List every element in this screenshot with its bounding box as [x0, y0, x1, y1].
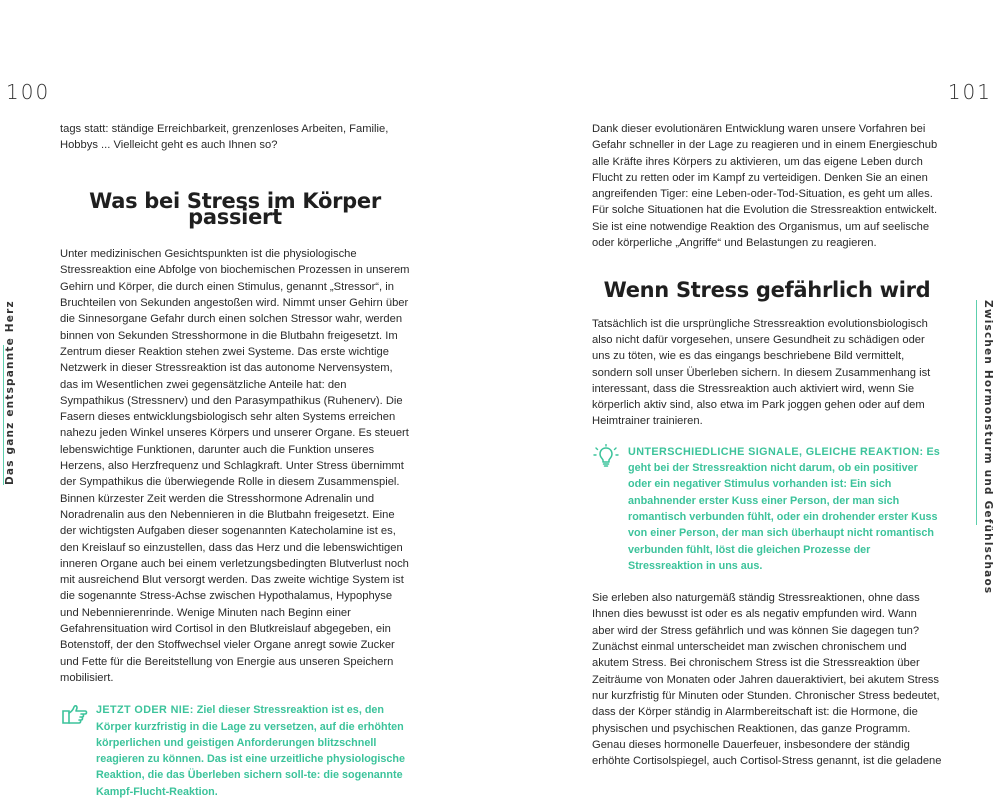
page-number-right: 101	[947, 80, 992, 104]
tip-body-right: Es geht bei der Stressreaktion nicht darum, ob ein positiver oder ein negativer Stimulus vorhanden ist: Ein sich anbahnender erster Kuss einer Person, der man sich romantisch verbunden fühlt, oder ein drohender erster Kuss von einer Person, der man sich überhaupt nicht romantisch verbunden fühlt, löst die gleichen Prozesse der Stressreaktion in uns aus.	[628, 445, 940, 572]
side-title-left: Das ganz entspannte Herz	[4, 300, 16, 485]
tip-body-left: Ziel dieser Stressreaktion ist es, den Körper kurzfristig in die Lage zu versetzen, auf die erhöhten körperlichen und geistigen Anforderungen blitzschnell reagieren zu können. Das ist eine urzeitliche physiologische Reaktion, die das Überleben sichern soll-te: die sogenannte Kampf-Flucht-Reaktion.	[96, 704, 405, 798]
right-heading: Wenn Stress gefährlich wird	[603, 278, 931, 303]
left-page-column	[60, 121, 410, 800]
tip-box-left	[60, 702, 410, 800]
tip-box-right	[592, 444, 942, 574]
left-body-paragraph: Unter medizinischen Gesichtspunkten ist die physiologische Stressreaktion eine Abfolge von biochemischen Prozessen in unserem Gehirn und Körper, die durch einen Stimulus, genannt „Stressor“, in Bruchteilen von Sekunden angestoßen wird. Nimmt unser Gehirn über die Sinnesorgane Gefahr durch einen solchen Stressor wahr, werden binnen von Sekunden Stresshormone in die Blutbahn freigesetzt. Im Zentrum dieser Reaktion stehen zwei Systeme. Das erste wichtige Netzwerk in dieser Stressreaktion ist das autonome Nervensystem, das im Wesentlichen zwei gegensätzliche Anteile hat: den Sympathikus (Stressnerv) und den Parasympathikus (Ruhenerv). Die Fasern dieses entwicklungsbiologisch sehr alten Systems erreichen nahezu jeden Winkel unseres Körpers und unserer Organe. Es steuert lebenswichtige Funktionen, darunter auch die Funktion unseres Herzens, also Herzfrequenz und Schlagkraft. Unter Stress übernimmt der Sympathikus die überwiegende Rolle in diesem Zusammenspiel. Binnen kürzester Zeit werden die Stresshormone Adrenalin und Noradrenalin aus den Nebennieren in die Blutbahn freigesetzt. Eine der wichtigsten Aufgaben dieser sogenannten Katecholamine ist es, den Kreislauf so einzustellen, dass das Herz und die lebenswichtigen inneren Organe auch bei einem verletzungsbedingten Blutverlust noch mit ausreichend Blut versorgt werden. Das zweite wichtige System ist die sogenannte Stress-Achse zwischen Hypothalamus, Hypophyse und Nebennierenrinde. Wenige Minuten nach Beginn einer Gefahrensituation wird Cortisol in den Blutkreislauf abgegeben, ein Botenstoff, der den Stoffwechsel vieler Organe anregt sowie Zucker und Fette für die Bereitstellung von Energie aus unseren Speichern mobilisiert.	[60, 248, 410, 684]
tip-lead-left: JETZT ODER NIE:	[96, 704, 194, 717]
page-number-left: 100	[6, 80, 51, 104]
tip-text-right	[628, 444, 942, 574]
lightbulb-icon	[592, 444, 620, 468]
right-intro-paragraph: Dank dieser evolutionären Entwicklung waren unsere Vorfahren bei Gefahr schneller in der Lage zu reagieren und in einem Energieschub alle Kräfte ihres Körpers zu aktivieren, um das eigene Leben durch Flucht zu retten oder im Kampf zu verteidigen. Denken Sie an einen angreifenden Tiger: eine Leben-oder-Tod-Situation, es geht um alles. Für solche Situationen hat die Evolution die Stressreaktion entwickelt. Sie ist eine notwendige Reaktion des Organismus, um auf seelische oder körperliche „Angriffe“ und Belastungen zu reagieren.	[592, 123, 938, 250]
left-heading: Was bei Stress im Körper passiert	[89, 188, 381, 229]
tip-lead-right: UNTERSCHIEDLICHE SIGNALE, GLEICHE REAKTION:	[628, 445, 924, 458]
right-page-column	[592, 121, 942, 769]
side-title-right: Zwischen Hormonsturm und Gefühlschaos	[982, 300, 994, 595]
right-body-paragraph-2: Sie erleben also naturgemäß ständig Stressreaktionen, ohne dass Ihnen dies bewusst ist oder es als negativ empfunden wird. Wann aber wird der Stress gefährlich und was können Sie dagegen tun? Zunächst einmal unterscheidet man zwischen chronischem und akutem Stress. Bei chronischem Stress ist die Stressreaktion über Zeiträume von Monaten oder Jahren daueraktiviert, bei akutem Stress nur kurzfristig für Minuten oder Stunden. Chronischer Stress bedeutet, dass der Körper ständig in Alarmbereitschaft ist: die Hormone, die physischen und psychischen Reaktionen, das ganze Programm. Genau dieses hormonelle Dauerfeuer, insbesondere der ständig erhöhte Cortisolspiegel, auch Cortisol-Stress genannt, ist die geladene	[592, 592, 942, 768]
tip-text-left	[96, 702, 410, 800]
right-body-paragraph-1: Tatsächlich ist die ursprüngliche Stressreaktion evolutionsbiologisch also nicht dafür vorgesehen, unsere Gesundheit zu schädigen oder uns zu töten, wie es das eingangs beschriebene Bild vermittelt, sondern soll unser Überleben sichern. In diesem Zusammenhang ist interessant, dass die Stressreaktion auch aktiviert wird, wenn Sie körperlich aktiv sind, also etwa im Park joggen gehen oder auf dem Heimtrainer trainieren.	[592, 317, 931, 428]
pointing-hand-icon	[60, 702, 88, 726]
left-intro-paragraph: tags statt: ständige Erreichbarkeit, grenzenloses Arbeiten, Familie, Hobbys ... Vielleicht geht es auch Ihnen so?	[60, 123, 389, 152]
